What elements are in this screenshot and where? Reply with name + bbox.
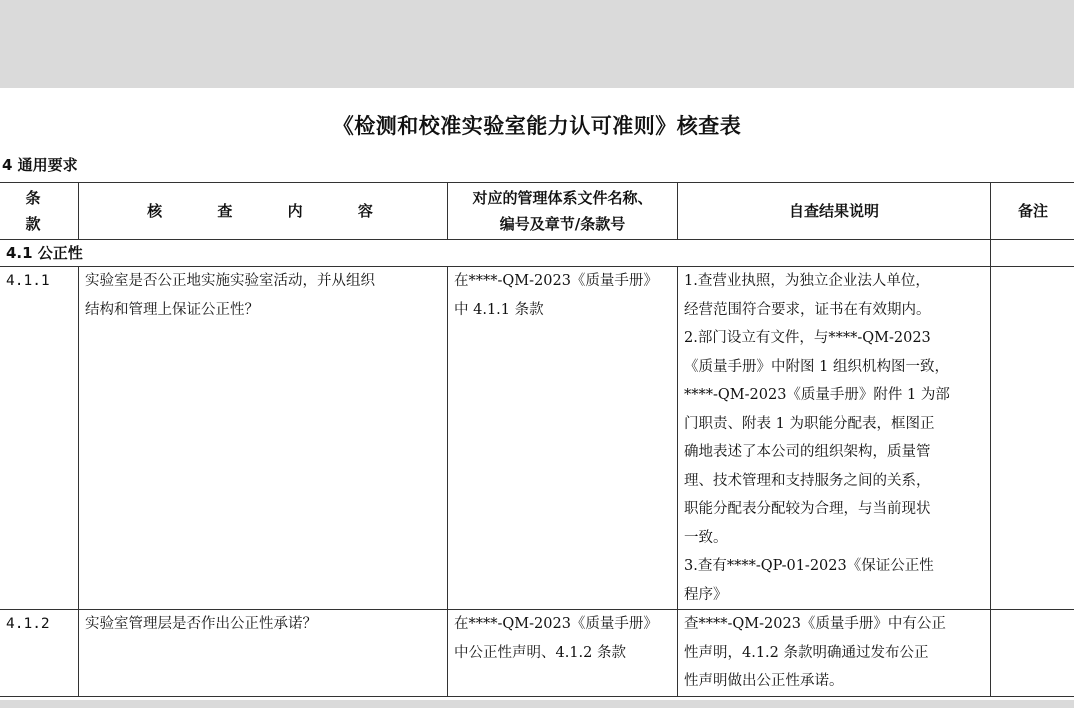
note-cell [991,267,1074,610]
cell-text-line: 1.查营业执照，为独立企业法人单位， [684,273,930,289]
header-content: 核 查 内 容 [79,183,448,240]
cell-text-line: 理、技术管理和支持服务之间的关系， [684,472,931,489]
checklist-table [0,182,1074,697]
cell-text-line: 中 4.1.1 条款 [454,301,544,318]
header-note: 备注 [991,183,1074,240]
header-clause: 条 款 [0,183,79,240]
content-cell [79,610,448,697]
cell-text-line: 性声明做出公正性承诺。 [684,673,844,689]
group-label: 4.1 公正性 [0,240,991,267]
cell-text-line: 门职责、附表 1 为职能分配表，框图正 [684,415,935,432]
document-title: 《检测和校准实验室能力认可准则》核查表 [332,114,742,138]
note-cell [991,610,1074,697]
cell-text-line: 结构和管理上保证公正性？ [85,301,259,318]
cell-text-line: 3.查有****-QP-01-2023《保证公正性 [684,558,934,574]
result-cell [678,267,991,610]
table-row [0,267,1074,610]
group-note-cell [991,240,1074,267]
cell-text-line: 实验室管理层是否作出公正性承诺？ [85,616,317,632]
cell-text-line: ****-QM-2023《质量手册》附件 1 为部 [684,387,950,403]
result-cell [678,610,991,697]
header-result: 自查结果说明 [678,183,991,240]
bottom-gutter [0,700,1074,708]
cell-text-line: 2.部门设立有文件，与****-QM-2023 [684,330,931,346]
section-heading: 4 通用要求 [2,156,78,174]
document-page [0,88,1074,700]
cell-text-line: 性声明，4.1.2 条款明确通过发布公正 [684,644,929,661]
cell-text-line: 确地表述了本公司的组织架构，质量管 [684,444,931,460]
cell-text-line: 《质量手册》中附图 1 组织机构图一致， [684,358,949,375]
header-doc-ref: 对应的管理体系文件名称、 编号及章节/条款号 [448,183,678,240]
doc-ref-cell [448,267,678,610]
doc-ref-cell [448,610,678,697]
table-header-row [0,183,1074,240]
cell-text-line: 中公正性声明、4.1.2 条款 [454,644,627,661]
clause-cell: 4.1.1 [0,267,79,610]
clause-cell: 4.1.2 [0,610,79,697]
cell-text-line: 在****-QM-2023《质量手册》 [454,273,658,289]
cell-text-line: 查****-QM-2023《质量手册》中有公正 [684,616,946,632]
cell-text-line: 程序》 [684,586,728,603]
cell-text-line: 职能分配表分配较为合理，与当前现状 [684,501,931,517]
group-row [0,240,1074,267]
cell-text-line: 实验室是否公正地实施实验室活动，并从组织 [85,273,375,289]
content-cell [79,267,448,610]
cell-text-line: 一致。 [684,529,728,546]
cell-text-line: 在****-QM-2023《质量手册》 [454,616,658,632]
cell-text-line: 经营范围符合要求，证书在有效期内。 [684,301,931,318]
table-row [0,610,1074,697]
